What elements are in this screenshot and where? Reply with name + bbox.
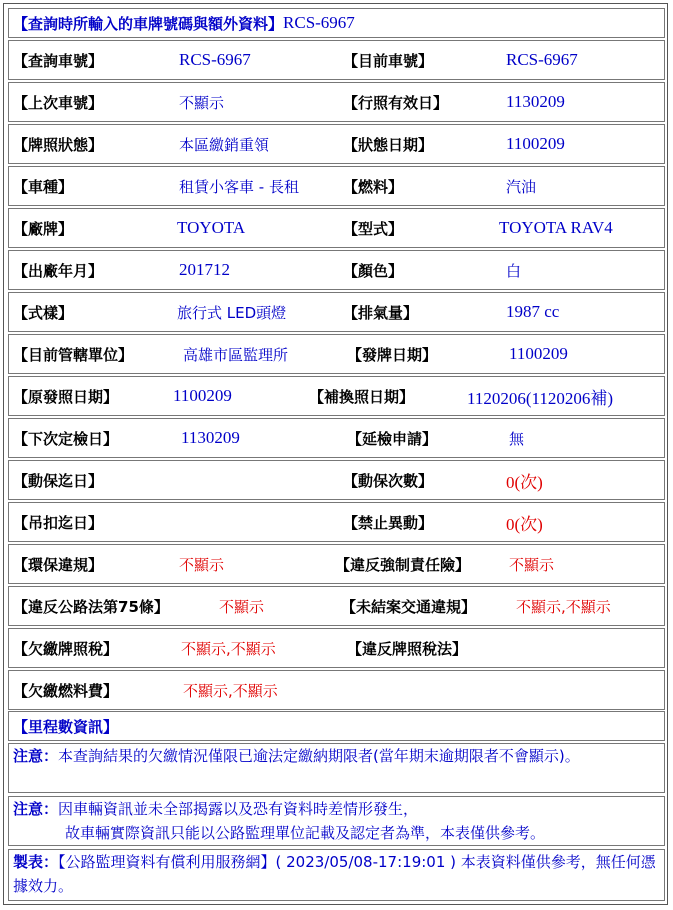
field-value: 高雄市區監理所	[183, 345, 289, 364]
note-2-line1: 因車輛資訊並未全部揭露以及恐有資料時差情形發生，	[58, 800, 419, 818]
field-value: 1100209	[173, 386, 232, 405]
field-label: 【車種】	[13, 177, 74, 196]
field-value: RCS-6967	[179, 50, 251, 69]
field-label: 【狀態日期】	[343, 135, 434, 154]
field-value: RCS-6967	[506, 50, 578, 69]
field-label: 【查詢車號】	[13, 51, 104, 70]
field-label: 【欠繳牌照稅】	[13, 639, 119, 658]
field-label: 【吊扣迄日】	[13, 513, 104, 532]
field-value: 無	[509, 429, 525, 448]
field-label: 【延檢申請】	[347, 429, 438, 448]
field-label: 【廠牌】	[13, 219, 74, 238]
field-value: 1120206(1120206補)	[467, 388, 614, 408]
mileage-row	[8, 711, 665, 741]
header-title: 【查詢時所輸入的車牌號碼與額外資料】	[13, 14, 284, 33]
info-row	[8, 124, 665, 164]
field-label: 【顏色】	[343, 261, 404, 280]
field-value: 白	[506, 261, 522, 280]
field-label: 【目前車號】	[343, 51, 434, 70]
field-label: 【燃料】	[343, 177, 404, 196]
field-value: TOYOTA	[177, 218, 246, 237]
note-3-label: 製表：	[13, 853, 59, 871]
info-row	[8, 208, 665, 248]
field-label: 【動保迄日】	[13, 471, 104, 490]
info-row	[8, 418, 665, 458]
field-value: 1100209	[506, 134, 565, 153]
field-label: 【補換照日期】	[309, 387, 415, 406]
field-label: 【禁止異動】	[343, 513, 434, 532]
note-2-line2: 故車輛實際資訊只能以公路監理單位記載及認定者為準，本表僅供參考。	[65, 824, 546, 842]
field-value: 汽油	[506, 177, 537, 196]
field-label: 【下次定檢日】	[13, 429, 119, 448]
field-value: 不顯示	[179, 93, 225, 112]
info-row	[8, 40, 665, 80]
field-value: 不顯示	[509, 555, 555, 574]
field-value: TOYOTA RAV4	[499, 218, 613, 237]
field-label: 【排氣量】	[343, 303, 419, 322]
info-row	[8, 628, 665, 668]
info-row	[8, 82, 665, 122]
field-value: 旅行式 LED頭燈	[177, 303, 287, 322]
field-label: 【未結案交通違規】	[341, 597, 477, 616]
info-row	[8, 250, 665, 290]
info-row	[8, 292, 665, 332]
info-row	[8, 166, 665, 206]
field-value: 不顯示,不顯示	[516, 597, 611, 616]
field-value: 租賃小客車 - 長租	[179, 177, 299, 196]
field-label: 【發牌日期】	[347, 345, 438, 364]
field-label: 【違反公路法第75條】	[13, 597, 169, 616]
info-row	[8, 502, 665, 542]
field-value: 1130209	[181, 428, 240, 447]
field-value: 本區繳銷重領	[179, 135, 270, 154]
field-label: 【型式】	[343, 219, 404, 238]
field-value: 不顯示,不顯示	[183, 681, 278, 700]
note-2	[8, 796, 665, 846]
note-1-label: 注意：	[13, 747, 59, 765]
field-label: 【欠繳燃料費】	[13, 681, 119, 700]
note-2-label: 注意：	[13, 800, 59, 818]
info-row	[8, 376, 665, 416]
field-value: 201712	[179, 260, 230, 279]
field-label: 【牌照狀態】	[13, 135, 104, 154]
info-row	[8, 544, 665, 584]
field-label: 【環保違規】	[13, 555, 104, 574]
field-label: 【式樣】	[13, 303, 74, 322]
field-label: 【上次車號】	[13, 93, 104, 112]
field-value: 1100209	[509, 344, 568, 363]
field-label: 【目前管轄單位】	[13, 345, 134, 364]
field-value: 0(次)	[506, 514, 543, 534]
field-label: 【原發照日期】	[13, 387, 119, 406]
field-label: 【違反強制責任險】	[335, 555, 471, 574]
field-value: 不顯示	[219, 597, 265, 616]
field-value: 不顯示,不顯示	[181, 639, 276, 658]
header-row	[8, 8, 665, 38]
mileage-label: 【里程數資訊】	[13, 717, 119, 736]
note-1	[8, 743, 665, 793]
field-label: 【行照有效日】	[343, 93, 449, 112]
info-row	[8, 460, 665, 500]
field-label: 【違反牌照稅法】	[347, 639, 468, 658]
field-value: 1130209	[506, 92, 565, 111]
info-row	[8, 334, 665, 374]
info-row	[8, 586, 665, 626]
field-label: 【動保次數】	[343, 471, 434, 490]
field-value: 不顯示	[179, 555, 225, 574]
field-value: 1987 cc	[506, 302, 560, 321]
field-value: 0(次)	[506, 472, 543, 492]
note-3-text: 【公路監理資料有償利用服務網】( 2023/05/08-17:19:01 ) 本表資料僅供參考，無任何憑據效力。	[13, 853, 656, 895]
header-plate: RCS-6967	[283, 13, 355, 32]
info-row	[8, 670, 665, 710]
note-3	[8, 849, 665, 901]
field-label: 【出廠年月】	[13, 261, 104, 280]
note-1-text: 本查詢結果的欠繳情況僅限已逾法定繳納期限者(當年期末逾期限者不會顯示)。	[58, 747, 580, 765]
